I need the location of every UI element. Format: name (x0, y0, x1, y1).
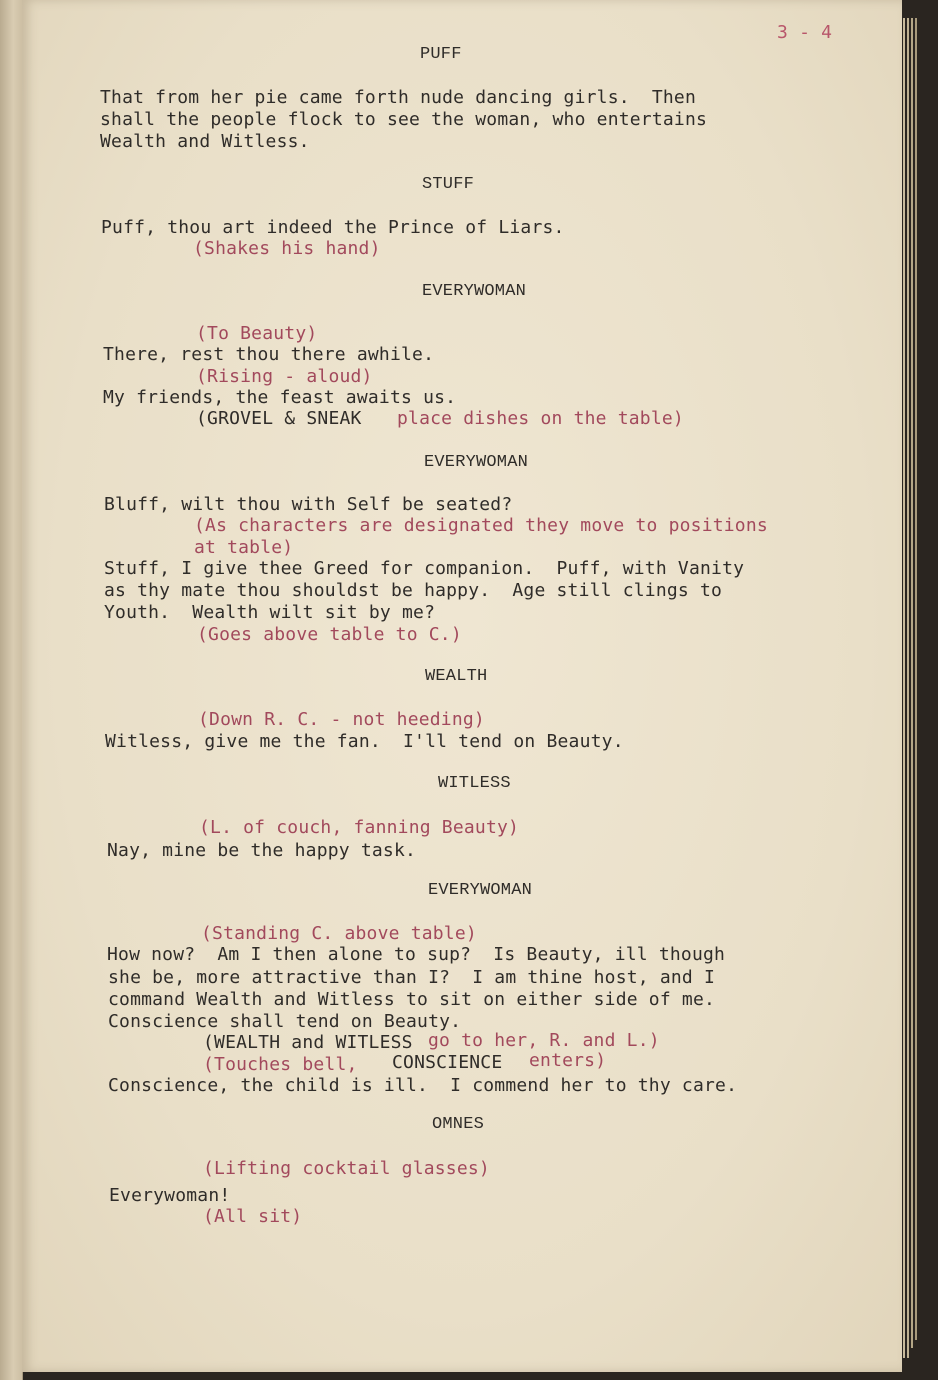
dialogue-line: That from her pie came forth nude dancing girls. Then (100, 87, 696, 108)
stage-direction: (Touches bell, (203, 1054, 358, 1075)
stage-direction: enters) (529, 1050, 607, 1071)
page-stack-edge (903, 18, 905, 1358)
stage-direction: (Shakes his hand) (193, 238, 381, 259)
dialogue-line: as thy mate thou shouldst be happy. Age still clings to (104, 580, 723, 601)
page-stack-edge (915, 18, 917, 1340)
dialogue-line: Everywoman! (109, 1185, 231, 1206)
stage-direction: (As characters are designated they move to positions (194, 515, 768, 536)
dialogue-line: command Wealth and Witless to sit on either side of me. (108, 989, 716, 1010)
stage-direction: (Standing C. above table) (201, 923, 477, 944)
stage-direction: place dishes on the table) (397, 408, 684, 429)
dialogue-line: Youth. Wealth wilt sit by me? (104, 602, 436, 623)
dialogue-line: Conscience shall tend on Beauty. (108, 1011, 462, 1032)
dialogue-line: Nay, mine be the happy task. (107, 840, 417, 861)
dialogue-line: she be, more attractive than I? I am thine host, and I (108, 967, 716, 988)
page-stack-edge (911, 18, 913, 1348)
stage-direction: (To Beauty) (196, 323, 318, 344)
dialogue-line: Wealth and Witless. (100, 131, 310, 152)
speaker-heading: STUFF (422, 175, 475, 194)
dialogue-line: Conscience, the child is ill. I commend her to thy care. (108, 1075, 738, 1096)
speaker-heading: WEALTH (425, 667, 488, 686)
dialogue-line: There, rest thou there awhile. (103, 344, 435, 365)
speaker-heading: EVERYWOMAN (428, 881, 533, 900)
stage-direction: (Down R. C. - not heeding) (198, 709, 485, 730)
stage-direction-characters: (WEALTH and WITLESS (203, 1032, 413, 1053)
stage-direction-characters: CONSCIENCE (392, 1052, 503, 1073)
stage-direction-characters: (GROVEL & SNEAK (196, 408, 362, 429)
dialogue-line: shall the people flock to see the woman, who entertains (100, 109, 708, 130)
dialogue-line: How now? Am I then alone to sup? Is Beauty, ill though (107, 944, 726, 965)
speaker-heading: WITLESS (438, 774, 511, 793)
stage-direction: (Rising - aloud) (196, 366, 373, 387)
page-number: 3 - 4 (777, 22, 833, 43)
dialogue-line: Witless, give me the fan. I'll tend on Beauty. (105, 731, 624, 752)
stage-direction: (All sit) (203, 1206, 303, 1227)
dialogue-line: Bluff, wilt thou with Self be seated? (104, 494, 513, 515)
speaker-heading: PUFF (420, 45, 462, 64)
stage-direction: (L. of couch, fanning Beauty) (199, 817, 520, 838)
speaker-heading: EVERYWOMAN (424, 453, 529, 472)
speaker-heading: EVERYWOMAN (422, 282, 527, 301)
stage-direction: (Goes above table to C.) (197, 624, 462, 645)
dialogue-line: Stuff, I give thee Greed for companion. Puff, with Vanity (104, 558, 745, 579)
dialogue-line: My friends, the feast awaits us. (103, 387, 457, 408)
stage-direction: at table) (194, 537, 294, 558)
book-binding (0, 0, 23, 1380)
dialogue-line: Puff, thou art indeed the Prince of Liars. (101, 217, 565, 238)
stage-direction: (Lifting cocktail glasses) (203, 1158, 490, 1179)
stage-direction: go to her, R. and L.) (428, 1030, 660, 1051)
speaker-heading: OMNES (432, 1115, 485, 1134)
page-stack-edge (907, 18, 909, 1358)
